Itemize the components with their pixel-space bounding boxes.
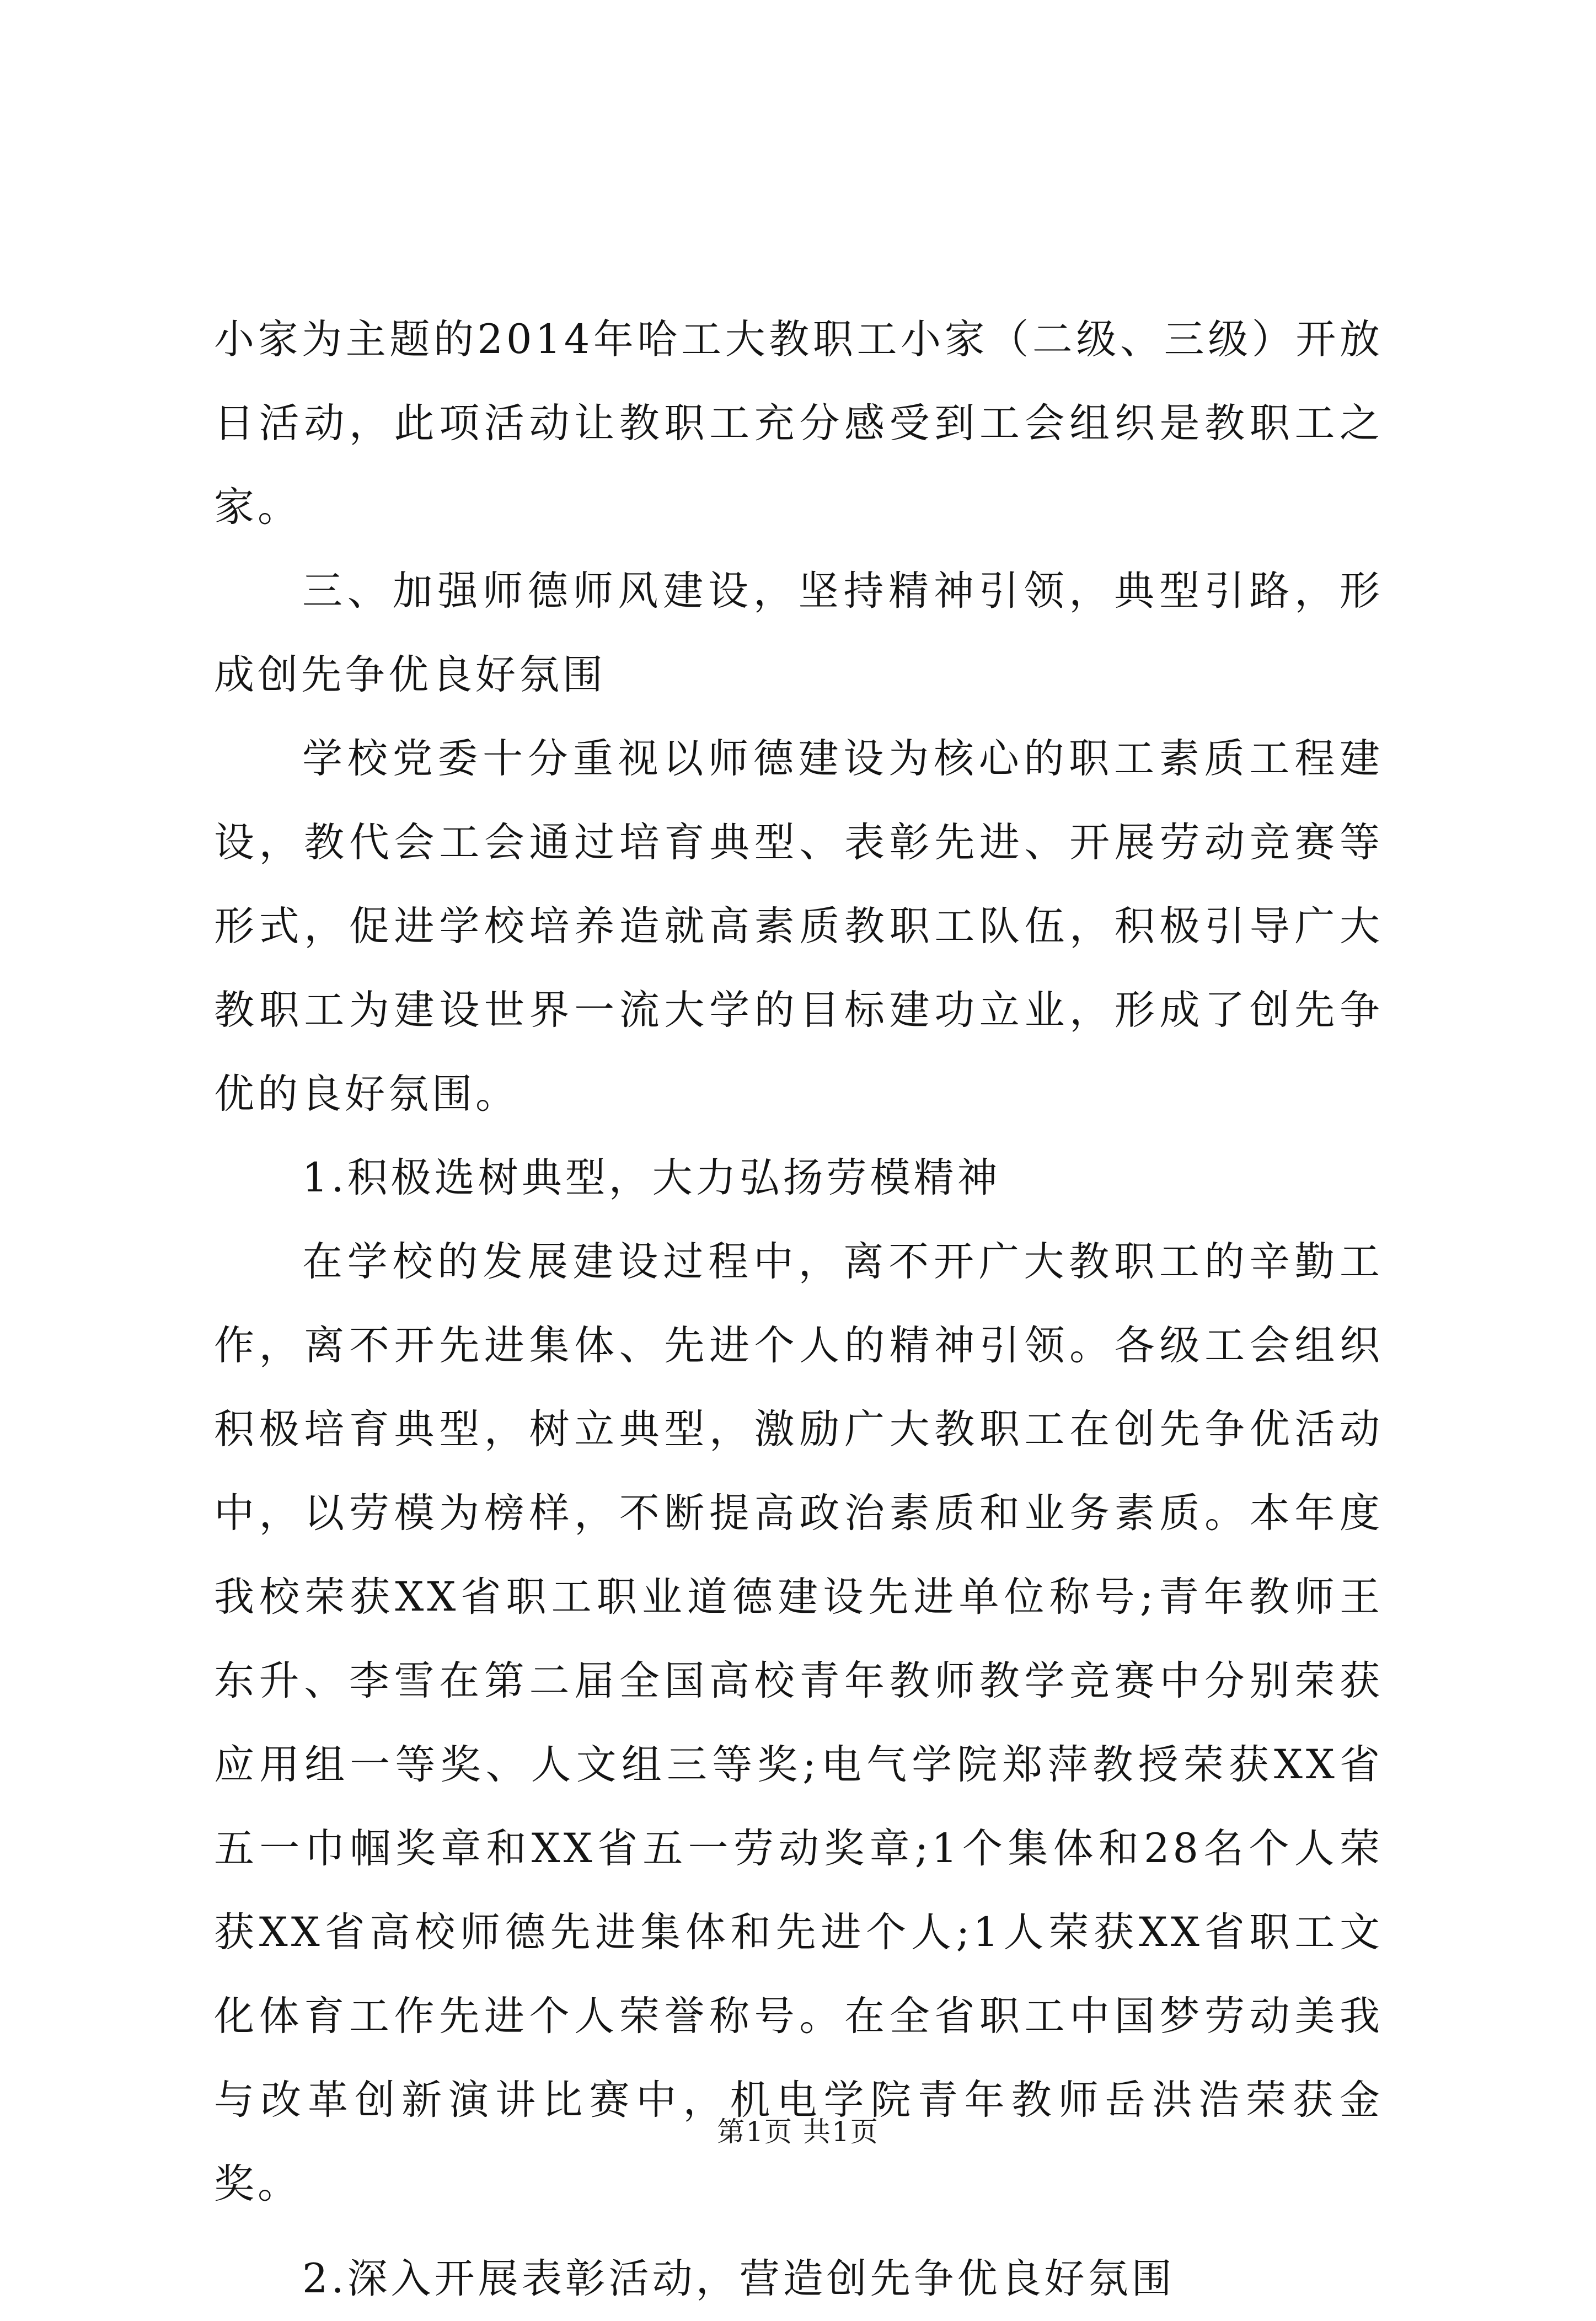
page-footer: 第1页 共1页	[717, 2116, 879, 2148]
section-heading-three: 三、加强师德师风建设，坚持精神引领，典型引路，形成创先争优良好氛围	[214, 568, 1383, 698]
paragraph-model-workers: 在学校的发展建设过程中，离不开广大教职工的辛勤工作，离不开先进集体、先进个人的精神引领。各级工会组织积极培育典型，树立典型，激励广大教职工在创先争优活动中，以劳模为榜样，不断提高政治素质和业务素质。本年度我校荣获XX省职工职业道德建设先进单位称号;青年教师王东升、李雪在第二届全国高校青年教师教学竞赛中分别荣获应用组一等奖、人文组三等奖;电气学院郑萍教授荣获XX省五一巾帼奖章和XX省五一劳动奖章;1个集体和28名个人荣获XX省高校师德先进集体和先进个人;1人荣获XX省职工文化体育工作先进个人荣誉称号。在全省职工中国梦劳动美我与改革创新演讲比赛中，机电学院青年教师岳洪浩荣获金奖。	[214, 1238, 1383, 2207]
document-body	[214, 298, 1383, 2321]
paragraph-continuation: 小家为主题的2014年哈工大教职工小家（二级、三级）开放日活动，此项活动让教职工充分感受到工会组织是教职工之家。	[214, 316, 1383, 531]
subheading-two: 2.深入开展表彰活动，营造创先争优良好氛围	[302, 2255, 1175, 2302]
subheading-one: 1.积极选树典型，大力弘扬劳模精神	[302, 1154, 1001, 1201]
paragraph-party-committee: 学校党委十分重视以师德建设为核心的职工素质工程建设，教代会工会通过培育典型、表彰先进、开展劳动竞赛等形式，促进学校培养造就高素质教职工队伍，积极引导广大教职工为建设世界一流大学的目标建功立业，形成了创先争优的良好氛围。	[214, 735, 1383, 1117]
